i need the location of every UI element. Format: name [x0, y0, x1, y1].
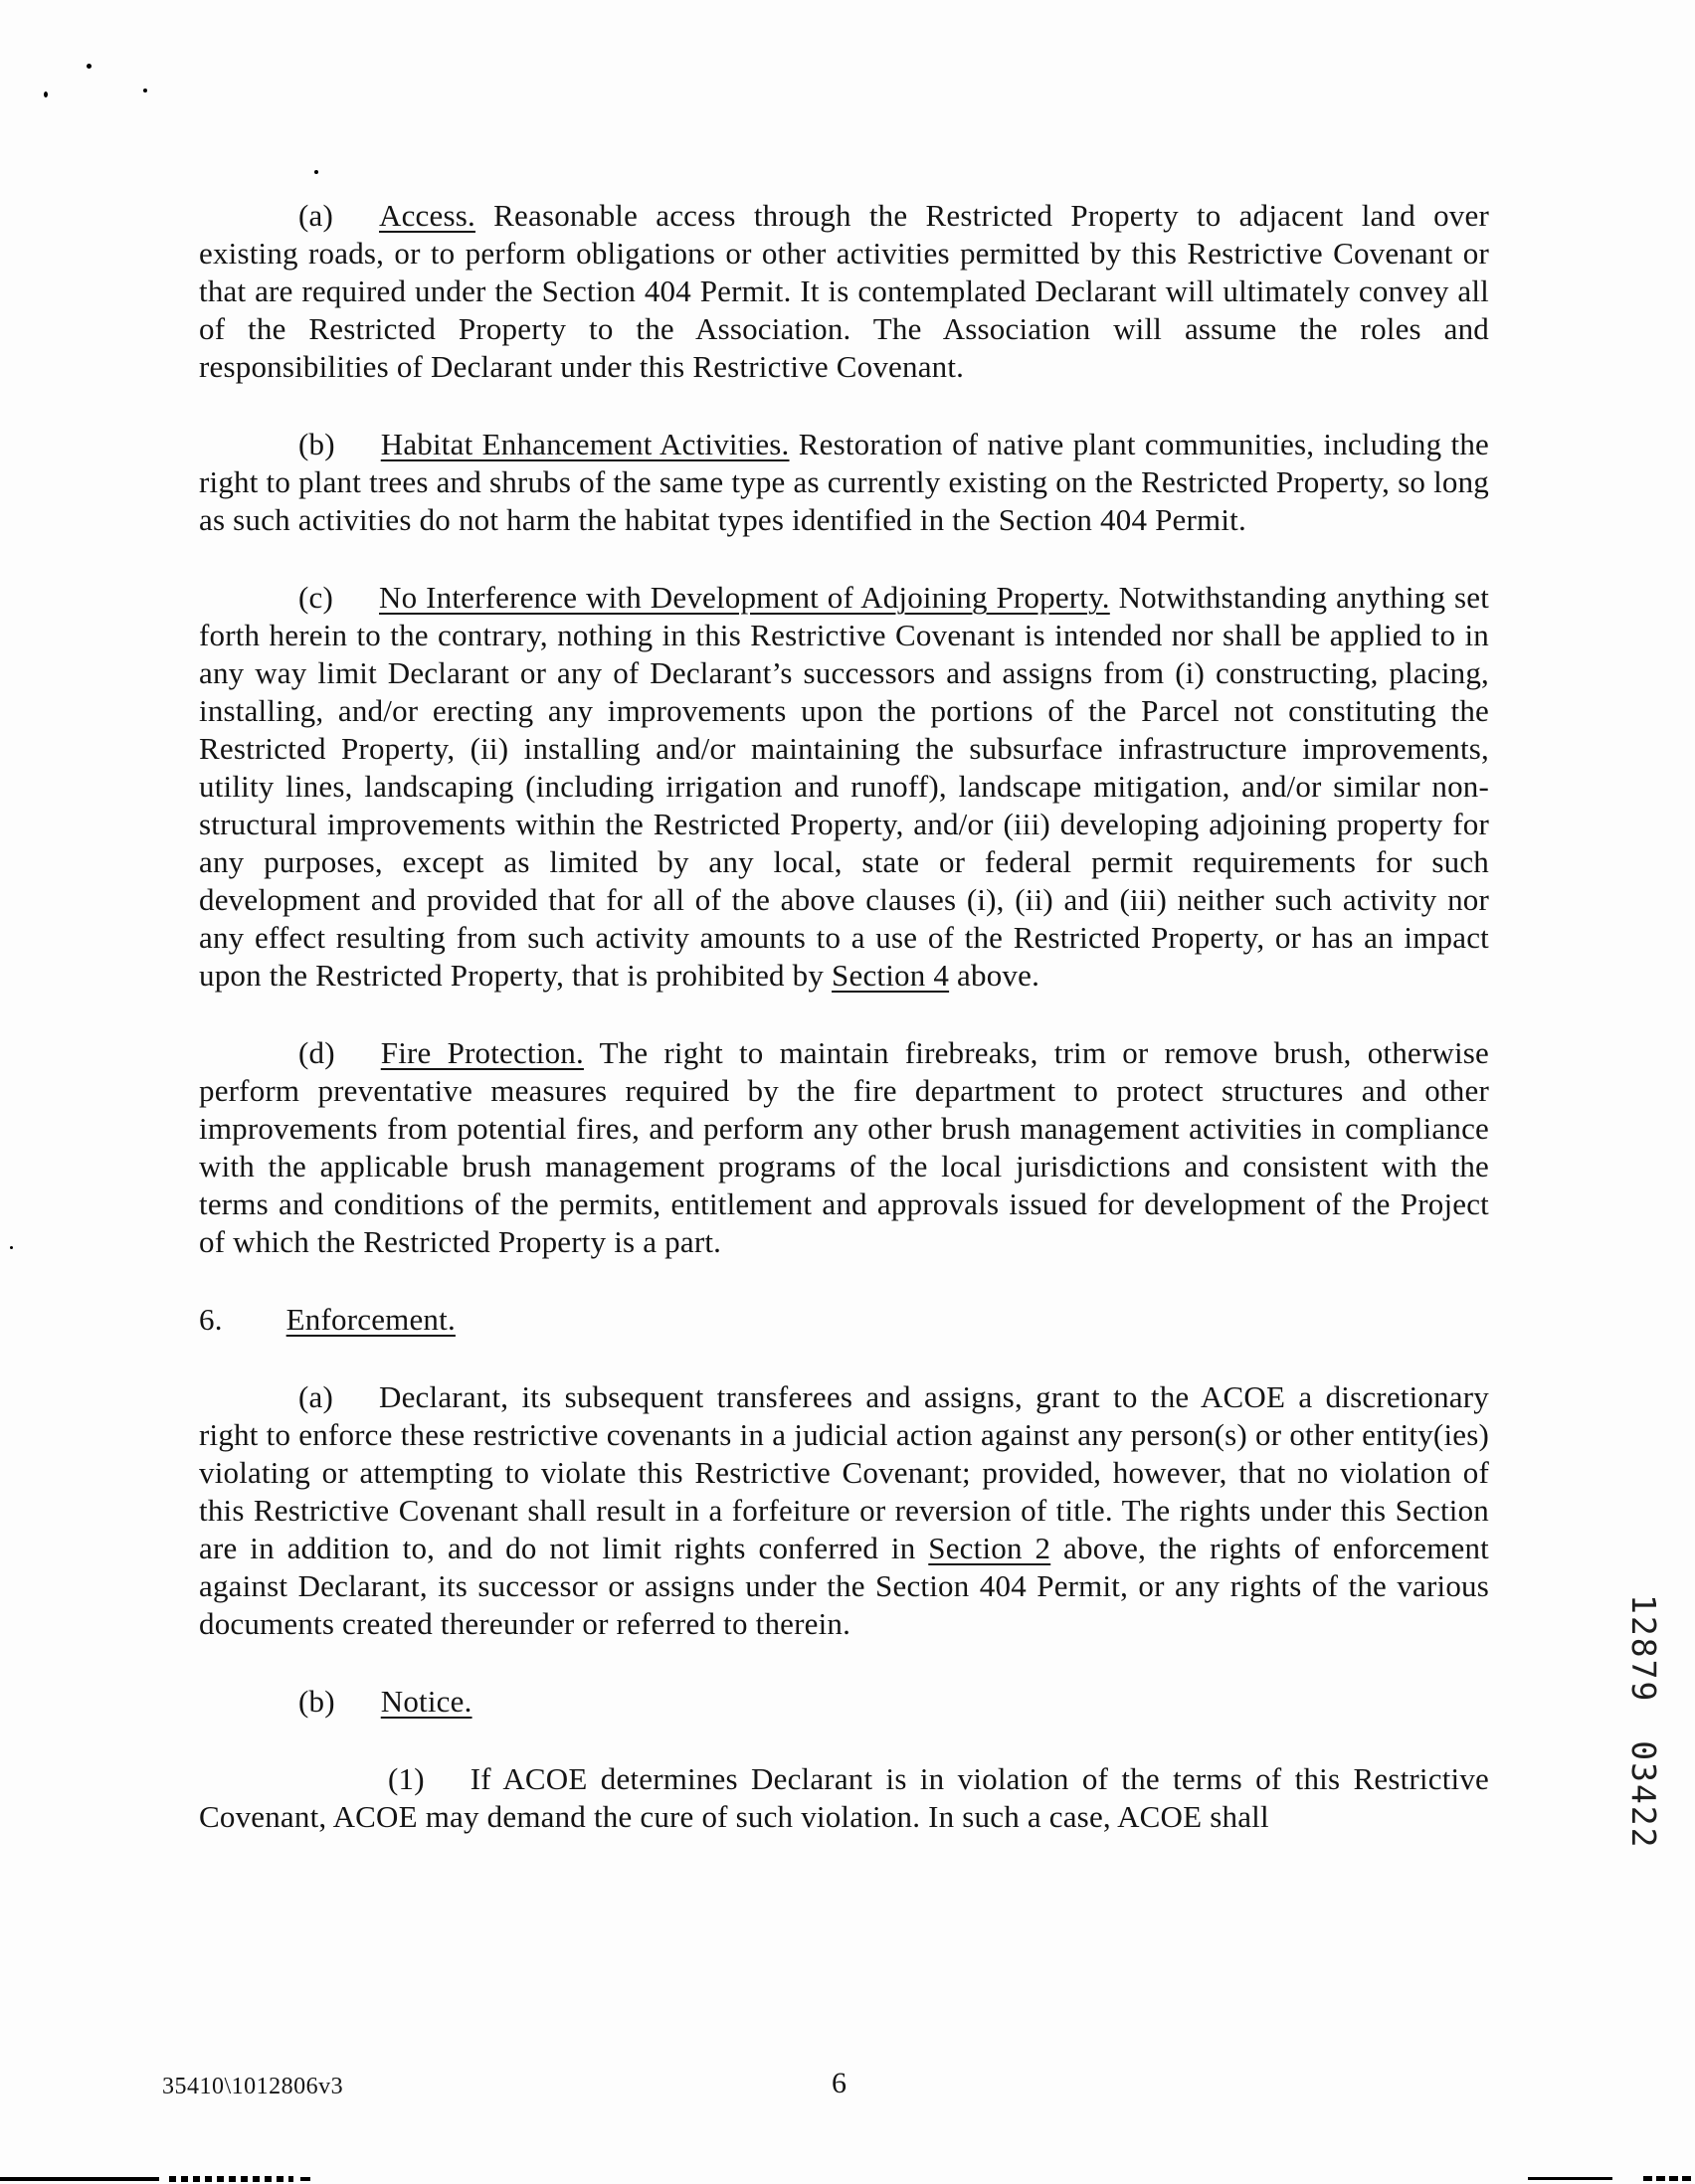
- clause-body: Declarant, its subsequent transferees and assigns, grant to the ACOE a discretionary right to enforce these restrictive covenants in a judicial action against any person(s) or other entity(ies) violating or attempting to violate this Restrictive Covenant; provided, however, that no violation of this Restrictive Covenant shall result in a forfeiture or reversion of title. The rights under this Section are in addition to, and do not limit rights conferred in: [199, 1379, 1489, 1565]
- clause-body: The right to maintain firebreaks, trim or remove brush, otherwise perform preventative measures required by the fire department to protect structures and other improvements from potential fires, and perform any other brush management activities in compliance with the applicable brush management programs of the local jurisdictions and consistent with the terms and conditions of the permits, entitlement and approvals issued for development of the Project of which the Restricted Property is a part.: [199, 1035, 1490, 1259]
- section-6-enforcement: [199, 1301, 1489, 1339]
- paragraph-notice: [199, 1683, 1489, 1721]
- clause-body: Restoration of native plant communities, including the right to plant trees and shrubs of the same type as currently existing on the Restricted Property, so long as such activities do not harm the habitat types identified in the Section 404 Permit.: [199, 427, 1490, 537]
- paragraph-no-interference: [199, 579, 1489, 995]
- paragraph-enforcement-a: [199, 1378, 1489, 1643]
- clause-label: (b): [298, 427, 335, 461]
- clause-label: (a): [298, 198, 334, 233]
- paragraph-fire-protection: [199, 1034, 1489, 1261]
- scan-artifact: [1528, 2177, 1612, 2180]
- section-2-reference: Section 2: [928, 1531, 1051, 1565]
- scan-speck: [10, 1246, 13, 1249]
- clause-label: (b): [298, 1684, 335, 1719]
- clause-heading: Habitat Enhancement Activities.: [380, 427, 790, 461]
- scan-artifact: [1643, 2176, 1695, 2181]
- recording-stamp-number: 12879 03422: [1624, 1594, 1663, 1850]
- section-4-reference: Section 4: [832, 958, 950, 993]
- scan-speck: [87, 64, 92, 69]
- clause-label: (1): [388, 1761, 425, 1796]
- clause-body: Reasonable access through the Restricted Property to adjacent land over existing roads, or to perform obligations or other activities permitted by this Restrictive Covenant or that are required under the Section 404 Permit. It is contemplated Declarant will ultimately convey all of the Restricted Property to the Association. The Association will assume the roles and responsibilities of Declarant under this Restrictive Covenant.: [199, 198, 1489, 384]
- document-body: [199, 197, 1489, 1876]
- scan-artifact: [169, 2176, 293, 2182]
- clause-body: Notwithstanding anything set forth herein to the contrary, nothing in this Restrictive Covenant is intended nor shall be applied to in any way limit Declarant or any of Declarant’s successors and assigns from (i) constructing, placing, installing, and/or erecting any improvements upon the portions of the Parcel not constituting the Restricted Property, (ii) installing and/or maintaining the subsurface infrastructure improvements, utility lines, landscaping (including irrigation and runoff), landscape mitigation, and/or similar non-structural improvements within the Restricted Property, and/or (iii) developing adjoining property for any purposes, except as limited by any local, state or federal permit requirements for such development and provided that for all of the above clauses (i), (ii) and (iii) neither such activity nor any effect resulting from such activity amounts to a use of the Restricted Property, or has an impact upon the Restricted Property, that is prohibited by: [199, 580, 1490, 993]
- clause-heading: Notice.: [380, 1684, 472, 1719]
- clause-body: above.: [957, 958, 1040, 993]
- clause-label: (d): [298, 1035, 335, 1070]
- clause-heading: Fire Protection.: [380, 1035, 584, 1070]
- clause-body: above, the rights of enforcement against Declarant, its successor or assigns under the Section 404 Permit, or any rights of the various documents created thereunder or referred to therein.: [199, 1531, 1489, 1641]
- clause-heading: Access.: [379, 198, 475, 233]
- paragraph-habitat: [199, 426, 1489, 539]
- scan-speck: [143, 89, 147, 92]
- clause-label: (a): [298, 1379, 334, 1414]
- scan-speck: [44, 91, 48, 97]
- paragraph-notice-1: [199, 1760, 1489, 1836]
- section-number: 6.: [199, 1302, 223, 1337]
- clause-heading: No Interference with Development of Adjoining Property.: [379, 580, 1110, 615]
- document-reference-number: 35410\1012806v3: [162, 2074, 344, 2099]
- scan-artifact: [0, 2177, 159, 2181]
- page-number: 6: [832, 2067, 847, 2099]
- scan-speck: [314, 170, 318, 174]
- clause-label: (c): [298, 580, 334, 615]
- section-heading: Enforcement.: [285, 1302, 456, 1337]
- scan-artifact: [300, 2177, 310, 2181]
- clause-body: If ACOE determines Declarant is in violation of the terms of this Restrictive Covenant, ACOE may demand the cure of such violation. In such a case, ACOE shall: [199, 1761, 1489, 1834]
- paragraph-access: [199, 197, 1489, 386]
